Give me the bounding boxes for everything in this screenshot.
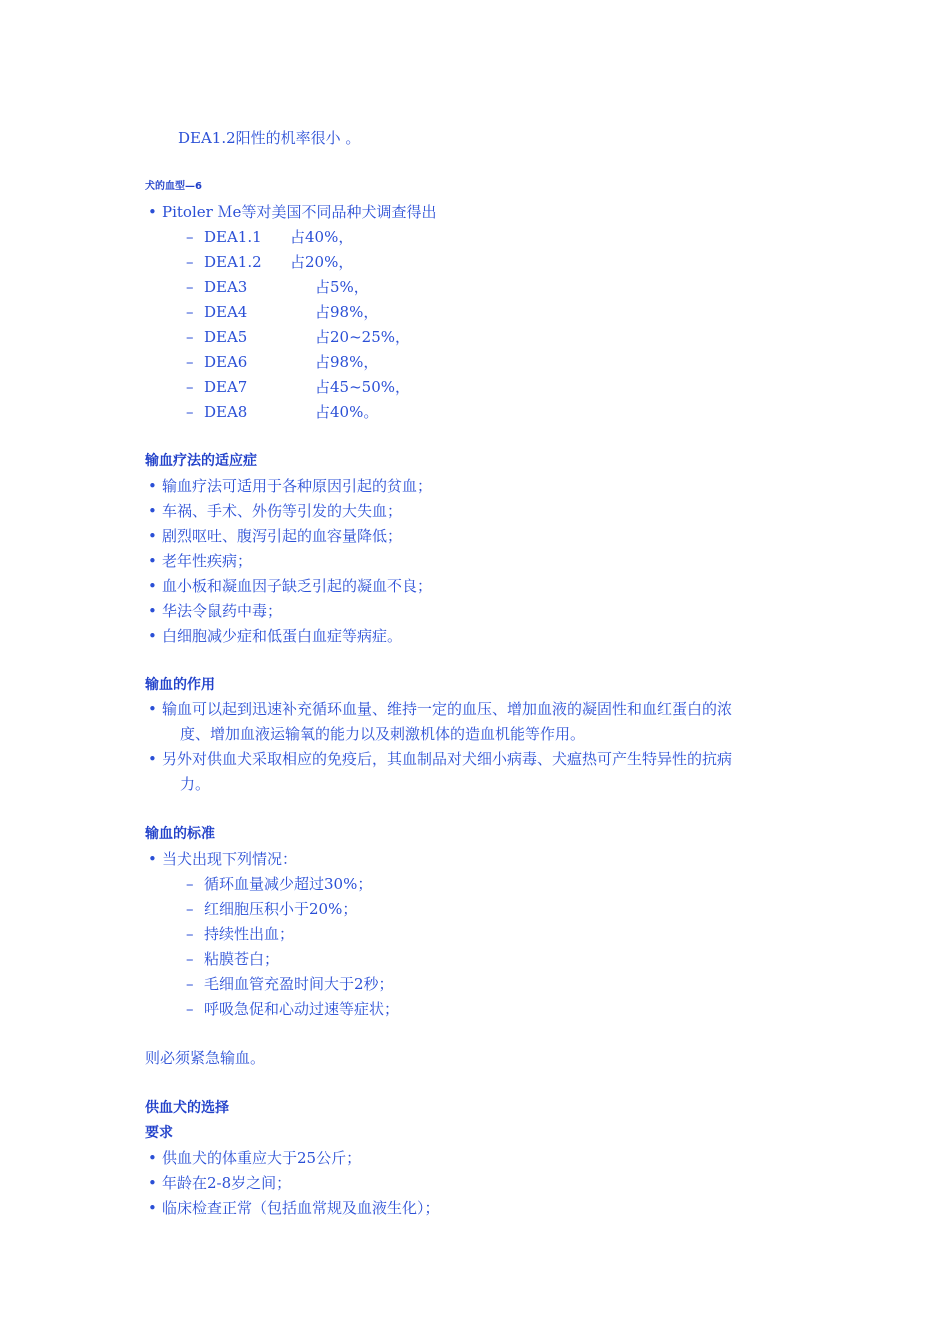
standard-item: – 呼吸急促和心动过速等症状； xyxy=(186,999,399,1019)
donor-subheading: 要求 xyxy=(145,1125,173,1141)
dea-item: – DEA4 占98%， xyxy=(186,302,378,322)
standard-item: – 毛细血管充盈时间大于2秒； xyxy=(186,974,394,994)
indication-item: • 血小板和凝血因子缺乏引起的凝血不良； xyxy=(148,576,432,596)
blood-type-lead: • Pitoler Ｍe等对美国不同品种犬调查得出 xyxy=(148,202,436,222)
intro-text: DEA1.2阳性的机率很小 。 xyxy=(178,129,361,147)
effect-item: • 另外对供血犬采取相应的免疫后，其血制品对犬细小病毒、犬瘟热可产生特异性的抗病 力。 xyxy=(148,747,808,797)
donor-heading: 供血犬的选择 xyxy=(145,1100,229,1116)
effect-item: • 输血可以起到迅速补充循环血量、维持一定的血压、增加血液的凝固性和血红蛋白的浓 度、增加血液运输氧的能力以及刺激机体的造血机能等作用。 xyxy=(148,697,808,747)
dea-item: – DEA3 占5%， xyxy=(186,277,369,297)
donor-item: • 供血犬的体重应大于25公斤； xyxy=(148,1148,361,1168)
standard-item: – 粘膜苍白； xyxy=(186,949,279,969)
indication-item: • 剧烈呕吐、腹泻引起的血容量降低； xyxy=(148,526,402,546)
donor-item: • 年龄在2-8岁之间； xyxy=(148,1173,291,1193)
standard-item: – 持续性出血； xyxy=(186,924,294,944)
standard-conclusion: 则必须紧急输血。 xyxy=(145,1049,266,1067)
dea-item: – DEA8 占40%。 xyxy=(186,402,378,422)
indication-item: • 输血疗法可适用于各种原因引起的贫血； xyxy=(148,476,432,496)
dea-item: – DEA1.1 占40%， xyxy=(186,227,353,247)
standard-item: – 红细胞压积小于20%； xyxy=(186,899,357,919)
standard-lead: • 当犬出现下列情况： xyxy=(148,849,297,869)
standard-heading: 输血的标准 xyxy=(145,826,215,842)
donor-item: • 临床检查正常（包括血常规及血液生化）； xyxy=(148,1198,440,1218)
indication-item: • 车祸、手术、外伤等引发的大失血； xyxy=(148,501,402,521)
blood-type-heading: 犬的血型—6 xyxy=(145,181,202,192)
dea-item: – DEA1.2 占20%， xyxy=(186,252,353,272)
effects-heading: 输血的作用 xyxy=(145,677,215,693)
dea-item: – DEA6 占98%， xyxy=(186,352,378,372)
dea-item: – DEA5 占20~25%， xyxy=(186,327,410,347)
indication-item: • 华法令鼠药中毒； xyxy=(148,601,282,621)
indication-item: • 白细胞减少症和低蛋白血症等病症。 xyxy=(148,626,402,646)
standard-item: – 循环血量减少超过30%； xyxy=(186,874,372,894)
indication-item: • 老年性疾病； xyxy=(148,551,252,571)
dea-item: – DEA7 占45~50%， xyxy=(186,377,410,397)
indications-heading: 输血疗法的适应症 xyxy=(145,453,257,469)
